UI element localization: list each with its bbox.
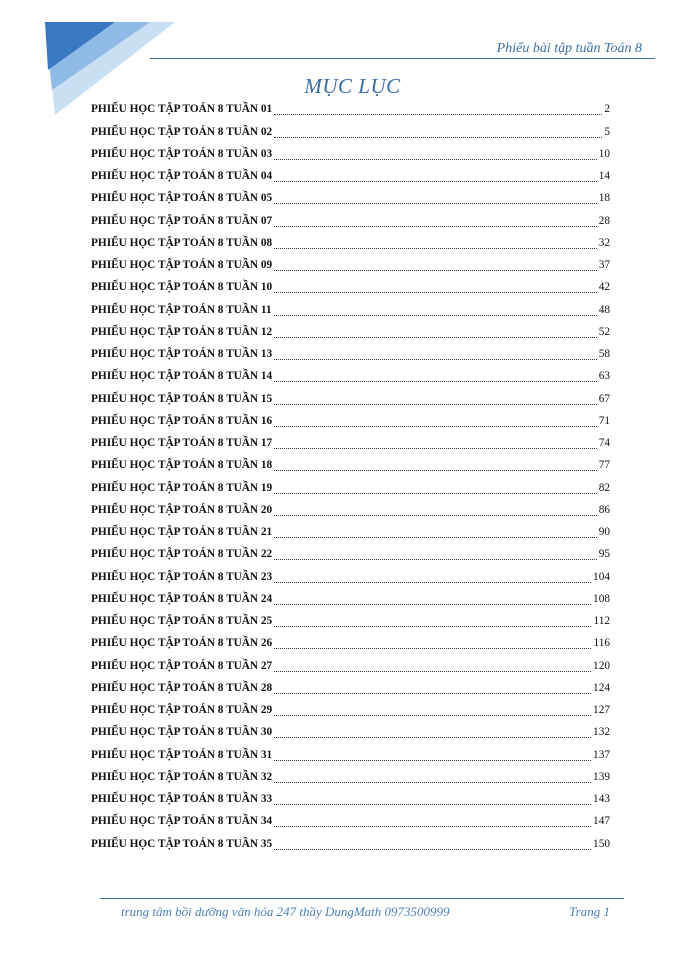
toc-entry-label: PHIẾU HỌC TẬP TOÁN 8 TUẦN 29 — [91, 704, 273, 716]
toc-entry[interactable] — [91, 143, 610, 165]
toc-entry-label: PHIẾU HỌC TẬP TOÁN 8 TUẦN 34 — [91, 815, 273, 828]
toc-entry[interactable] — [91, 654, 610, 676]
toc-entry-page: 48 — [598, 303, 610, 316]
toc-entry-label: PHIẾU HỌC TẬP TOÁN 8 TUẦN 20 — [91, 503, 273, 516]
toc-entry-label: PHIẾU HỌC TẬP TOÁN 8 TUẦN 11 — [91, 303, 272, 316]
toc-entry-page: 37 — [598, 259, 610, 271]
toc-leader-dots — [274, 292, 597, 293]
toc-entry-page: 42 — [598, 281, 610, 294]
toc-entry[interactable] — [91, 499, 610, 521]
toc-entry-label: PHIẾU HỌC TẬP TOÁN 8 TUẦN 31 — [91, 748, 273, 761]
toc-leader-dots — [274, 270, 597, 271]
toc-entry-label: PHIẾU HỌC TẬP TOÁN 8 TUẦN 08 — [91, 236, 273, 249]
footer-text: trung tâm bồi dưỡng văn hóa 247 thầy DungMath 0973500999 — [121, 904, 450, 919]
toc-entry-page: 95 — [598, 548, 610, 561]
toc-leader-dots — [274, 226, 597, 227]
toc-entry[interactable] — [91, 810, 610, 832]
toc-entry-label: PHIẾU HỌC TẬP TOÁN 8 TUẦN 27 — [91, 659, 273, 672]
toc-entry-page: 82 — [598, 481, 610, 494]
toc-entry-page: 28 — [598, 214, 610, 227]
toc-entry-page: 32 — [598, 236, 610, 249]
toc-entry-label: PHIẾU HỌC TẬP TOÁN 8 TUẦN 32 — [91, 770, 273, 783]
toc-entry-label: PHIẾU HỌC TẬP TOÁN 8 TUẦN 18 — [91, 459, 273, 472]
toc-leader-dots — [274, 715, 591, 716]
toc-entry-label: PHIẾU HỌC TẬP TOÁN 8 TUẦN 35 — [91, 837, 273, 850]
toc-entry[interactable] — [91, 699, 610, 721]
header-rule — [150, 58, 655, 59]
toc-entry-label: PHIẾU HỌC TẬP TOÁN 8 TUẦN 33 — [91, 793, 273, 805]
toc-entry[interactable] — [91, 565, 610, 587]
toc-entry-label: PHIẾU HỌC TẬP TOÁN 8 TUẦN 12 — [91, 325, 273, 338]
toc-leader-dots — [274, 159, 597, 160]
toc-title: MỤC LỤC — [304, 74, 401, 98]
toc-leader-dots — [274, 337, 597, 338]
toc-entry-page: 104 — [593, 570, 610, 583]
toc-leader-dots — [274, 626, 591, 627]
toc-entry[interactable] — [91, 432, 610, 454]
toc-entry-page: 124 — [593, 681, 610, 694]
toc-entry-label: PHIẾU HỌC TẬP TOÁN 8 TUẦN 26 — [91, 637, 273, 650]
header-title: Phiếu bài tập tuần Toán 8 — [496, 41, 642, 56]
toc-entry-label: PHIẾU HỌC TẬP TOÁN 8 TUẦN 09 — [91, 259, 273, 271]
toc-leader-dots — [274, 203, 597, 204]
toc-entry[interactable] — [91, 343, 610, 365]
toc-entry-page: 2 — [604, 103, 610, 116]
toc-entry-page: 90 — [598, 526, 610, 538]
toc-leader-dots — [274, 582, 591, 583]
footer-rule — [100, 898, 624, 899]
toc-entry[interactable] — [91, 232, 610, 254]
toc-entry[interactable] — [91, 410, 610, 432]
toc-entry[interactable] — [91, 476, 610, 498]
toc-leader-dots — [274, 515, 597, 516]
toc-entry[interactable] — [91, 454, 610, 476]
toc-entry[interactable] — [91, 543, 610, 565]
toc-entry[interactable] — [91, 254, 610, 276]
toc-entry[interactable] — [91, 721, 610, 743]
toc-entry-label: PHIẾU HỌC TẬP TOÁN 8 TUẦN 05 — [91, 192, 273, 205]
toc-entry-label: PHIẾU HỌC TẬP TOÁN 8 TUẦN 04 — [91, 170, 273, 182]
toc-entry-page: 74 — [598, 437, 610, 449]
toc-entry[interactable] — [91, 788, 610, 810]
toc-entry[interactable] — [91, 165, 610, 187]
toc-entry-page: 77 — [598, 459, 610, 472]
toc-entry-label: PHIẾU HỌC TẬP TOÁN 8 TUẦN 13 — [91, 348, 273, 360]
toc-entry-label: PHIẾU HỌC TẬP TOÁN 8 TUẦN 03 — [91, 147, 273, 160]
toc-leader-dots — [274, 671, 591, 672]
toc-entry-page: 150 — [593, 837, 610, 850]
toc-entry-page: 108 — [593, 592, 610, 605]
toc-entry-page: 10 — [598, 147, 610, 160]
toc-leader-dots — [274, 760, 591, 761]
toc-entry-label: PHIẾU HỌC TẬP TOÁN 8 TUẦN 01 — [91, 103, 273, 116]
toc-leader-dots — [274, 604, 591, 605]
toc-entry-label: PHIẾU HỌC TẬP TOÁN 8 TUẦN 07 — [91, 214, 273, 227]
toc-leader-dots — [274, 404, 597, 405]
toc-entry-label: PHIẾU HỌC TẬP TOÁN 8 TUẦN 14 — [91, 370, 273, 383]
toc-entry-page: 127 — [593, 704, 610, 716]
toc-entry[interactable] — [91, 209, 610, 231]
toc-leader-dots — [274, 648, 591, 649]
toc-entry-page: 86 — [598, 503, 610, 516]
toc-entry-page: 52 — [598, 325, 610, 338]
toc-entry[interactable] — [91, 365, 610, 387]
toc-leader-dots — [274, 248, 597, 249]
toc-entry[interactable] — [91, 276, 610, 298]
toc-entry[interactable] — [91, 588, 610, 610]
toc-leader-dots — [274, 804, 591, 805]
toc-entry-label: PHIẾU HỌC TẬP TOÁN 8 TUẦN 02 — [91, 125, 273, 138]
toc-entry-page: 63 — [598, 370, 610, 383]
toc-leader-dots — [274, 537, 597, 538]
toc-entry[interactable] — [91, 766, 610, 788]
toc-leader-dots — [274, 737, 591, 738]
toc-leader-dots — [274, 849, 591, 850]
toc-entry[interactable] — [91, 98, 610, 120]
toc-entry-label: PHIẾU HỌC TẬP TOÁN 8 TUẦN 25 — [91, 615, 273, 627]
toc-entry[interactable] — [91, 298, 610, 320]
toc-entry[interactable] — [91, 521, 610, 543]
toc-entry-page: 58 — [598, 348, 610, 360]
toc-entry-label: PHIẾU HỌC TẬP TOÁN 8 TUẦN 10 — [91, 281, 273, 294]
toc-entry-page: 71 — [598, 414, 610, 427]
page-number: Trang 1 — [569, 904, 610, 919]
toc-entry-page: 132 — [593, 726, 610, 739]
toc-entry-page: 143 — [593, 793, 610, 805]
toc-leader-dots — [274, 782, 591, 783]
toc-entry[interactable] — [91, 610, 610, 632]
toc-entry-page: 137 — [593, 748, 610, 761]
toc-entry-page: 14 — [598, 170, 610, 182]
toc-entry-page: 120 — [593, 659, 610, 672]
toc-entry[interactable] — [91, 187, 610, 209]
toc-entry[interactable] — [91, 120, 610, 142]
toc-entry[interactable] — [91, 387, 610, 409]
toc-entry-label: PHIẾU HỌC TẬP TOÁN 8 TUẦN 16 — [91, 414, 273, 427]
toc-entry-label: PHIẾU HỌC TẬP TOÁN 8 TUẦN 21 — [91, 526, 273, 538]
table-of-contents — [91, 98, 610, 855]
toc-entry-label: PHIẾU HỌC TẬP TOÁN 8 TUẦN 28 — [91, 681, 273, 694]
toc-leader-dots — [274, 470, 597, 471]
toc-leader-dots — [274, 114, 602, 115]
toc-entry-label: PHIẾU HỌC TẬP TOÁN 8 TUẦN 19 — [91, 481, 273, 494]
toc-leader-dots — [274, 493, 597, 494]
toc-entry[interactable] — [91, 632, 610, 654]
toc-leader-dots — [274, 137, 602, 138]
toc-leader-dots — [274, 359, 597, 360]
toc-entry-page: 18 — [598, 192, 610, 205]
toc-entry[interactable] — [91, 677, 610, 699]
toc-entry-page: 112 — [593, 615, 610, 627]
toc-leader-dots — [274, 693, 591, 694]
toc-entry-label: PHIẾU HỌC TẬP TOÁN 8 TUẦN 17 — [91, 437, 273, 449]
toc-entry-page: 116 — [593, 637, 610, 650]
toc-entry-label: PHIẾU HỌC TẬP TOÁN 8 TUẦN 23 — [91, 570, 273, 583]
toc-entry-label: PHIẾU HỌC TẬP TOÁN 8 TUẦN 15 — [91, 392, 273, 405]
toc-entry-label: PHIẾU HỌC TẬP TOÁN 8 TUẦN 24 — [91, 592, 273, 605]
toc-leader-dots — [274, 826, 591, 827]
toc-entry[interactable] — [91, 832, 610, 854]
toc-leader-dots — [274, 315, 597, 316]
toc-leader-dots — [274, 559, 597, 560]
toc-leader-dots — [274, 448, 597, 449]
toc-entry[interactable] — [91, 743, 610, 765]
toc-entry-label: PHIẾU HỌC TẬP TOÁN 8 TUẦN 30 — [91, 726, 273, 739]
toc-entry-page: 139 — [593, 770, 610, 783]
toc-entry[interactable] — [91, 321, 610, 343]
toc-leader-dots — [274, 381, 597, 382]
toc-entry-page: 67 — [598, 392, 610, 405]
toc-entry-label: PHIẾU HỌC TẬP TOÁN 8 TUẦN 22 — [91, 548, 273, 561]
toc-leader-dots — [274, 181, 597, 182]
toc-entry-page: 147 — [593, 815, 610, 828]
toc-entry-page: 5 — [604, 125, 610, 138]
toc-leader-dots — [274, 426, 597, 427]
